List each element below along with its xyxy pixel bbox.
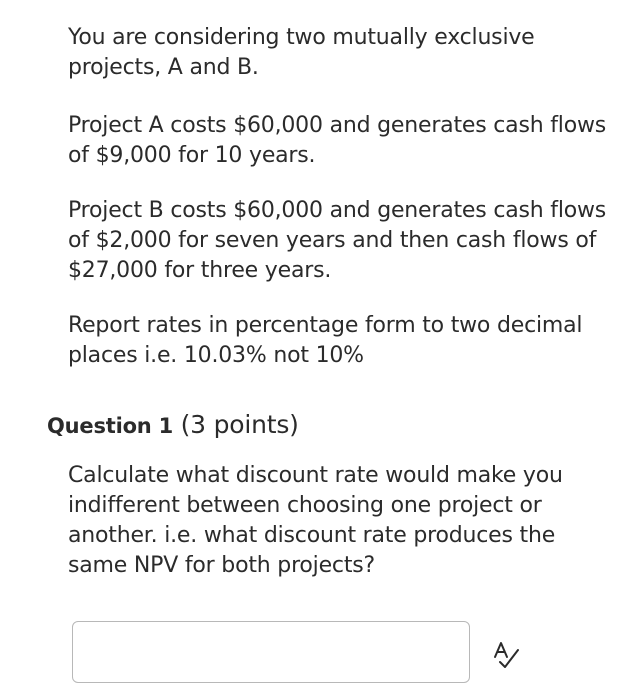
question-heading — [47, 409, 299, 443]
intro-text: You are considering two mutually exclusive projects, A and B. — [68, 25, 535, 80]
question-points: (3 points) — [180, 410, 299, 439]
spellcheck-icon[interactable] — [490, 640, 522, 670]
question-text: Calculate what discount rate would make you indifferent between choosing one project or another. i.e. what discount rate produces the same NPV for both projects? — [68, 463, 563, 578]
project-b-description: Project B costs $60,000 and generates cash flows of $2,000 for seven years and then cash flows of $27,000 for three years. — [68, 198, 607, 283]
report-instructions: Report rates in percentage form to two decimal places i.e. 10.03% not 10% — [68, 313, 583, 368]
answer-input[interactable] — [72, 621, 470, 683]
question-title: Question 1 — [47, 414, 174, 438]
project-a-description: Project A costs $60,000 and generates cash flows of $9,000 for 10 years. — [68, 113, 607, 168]
